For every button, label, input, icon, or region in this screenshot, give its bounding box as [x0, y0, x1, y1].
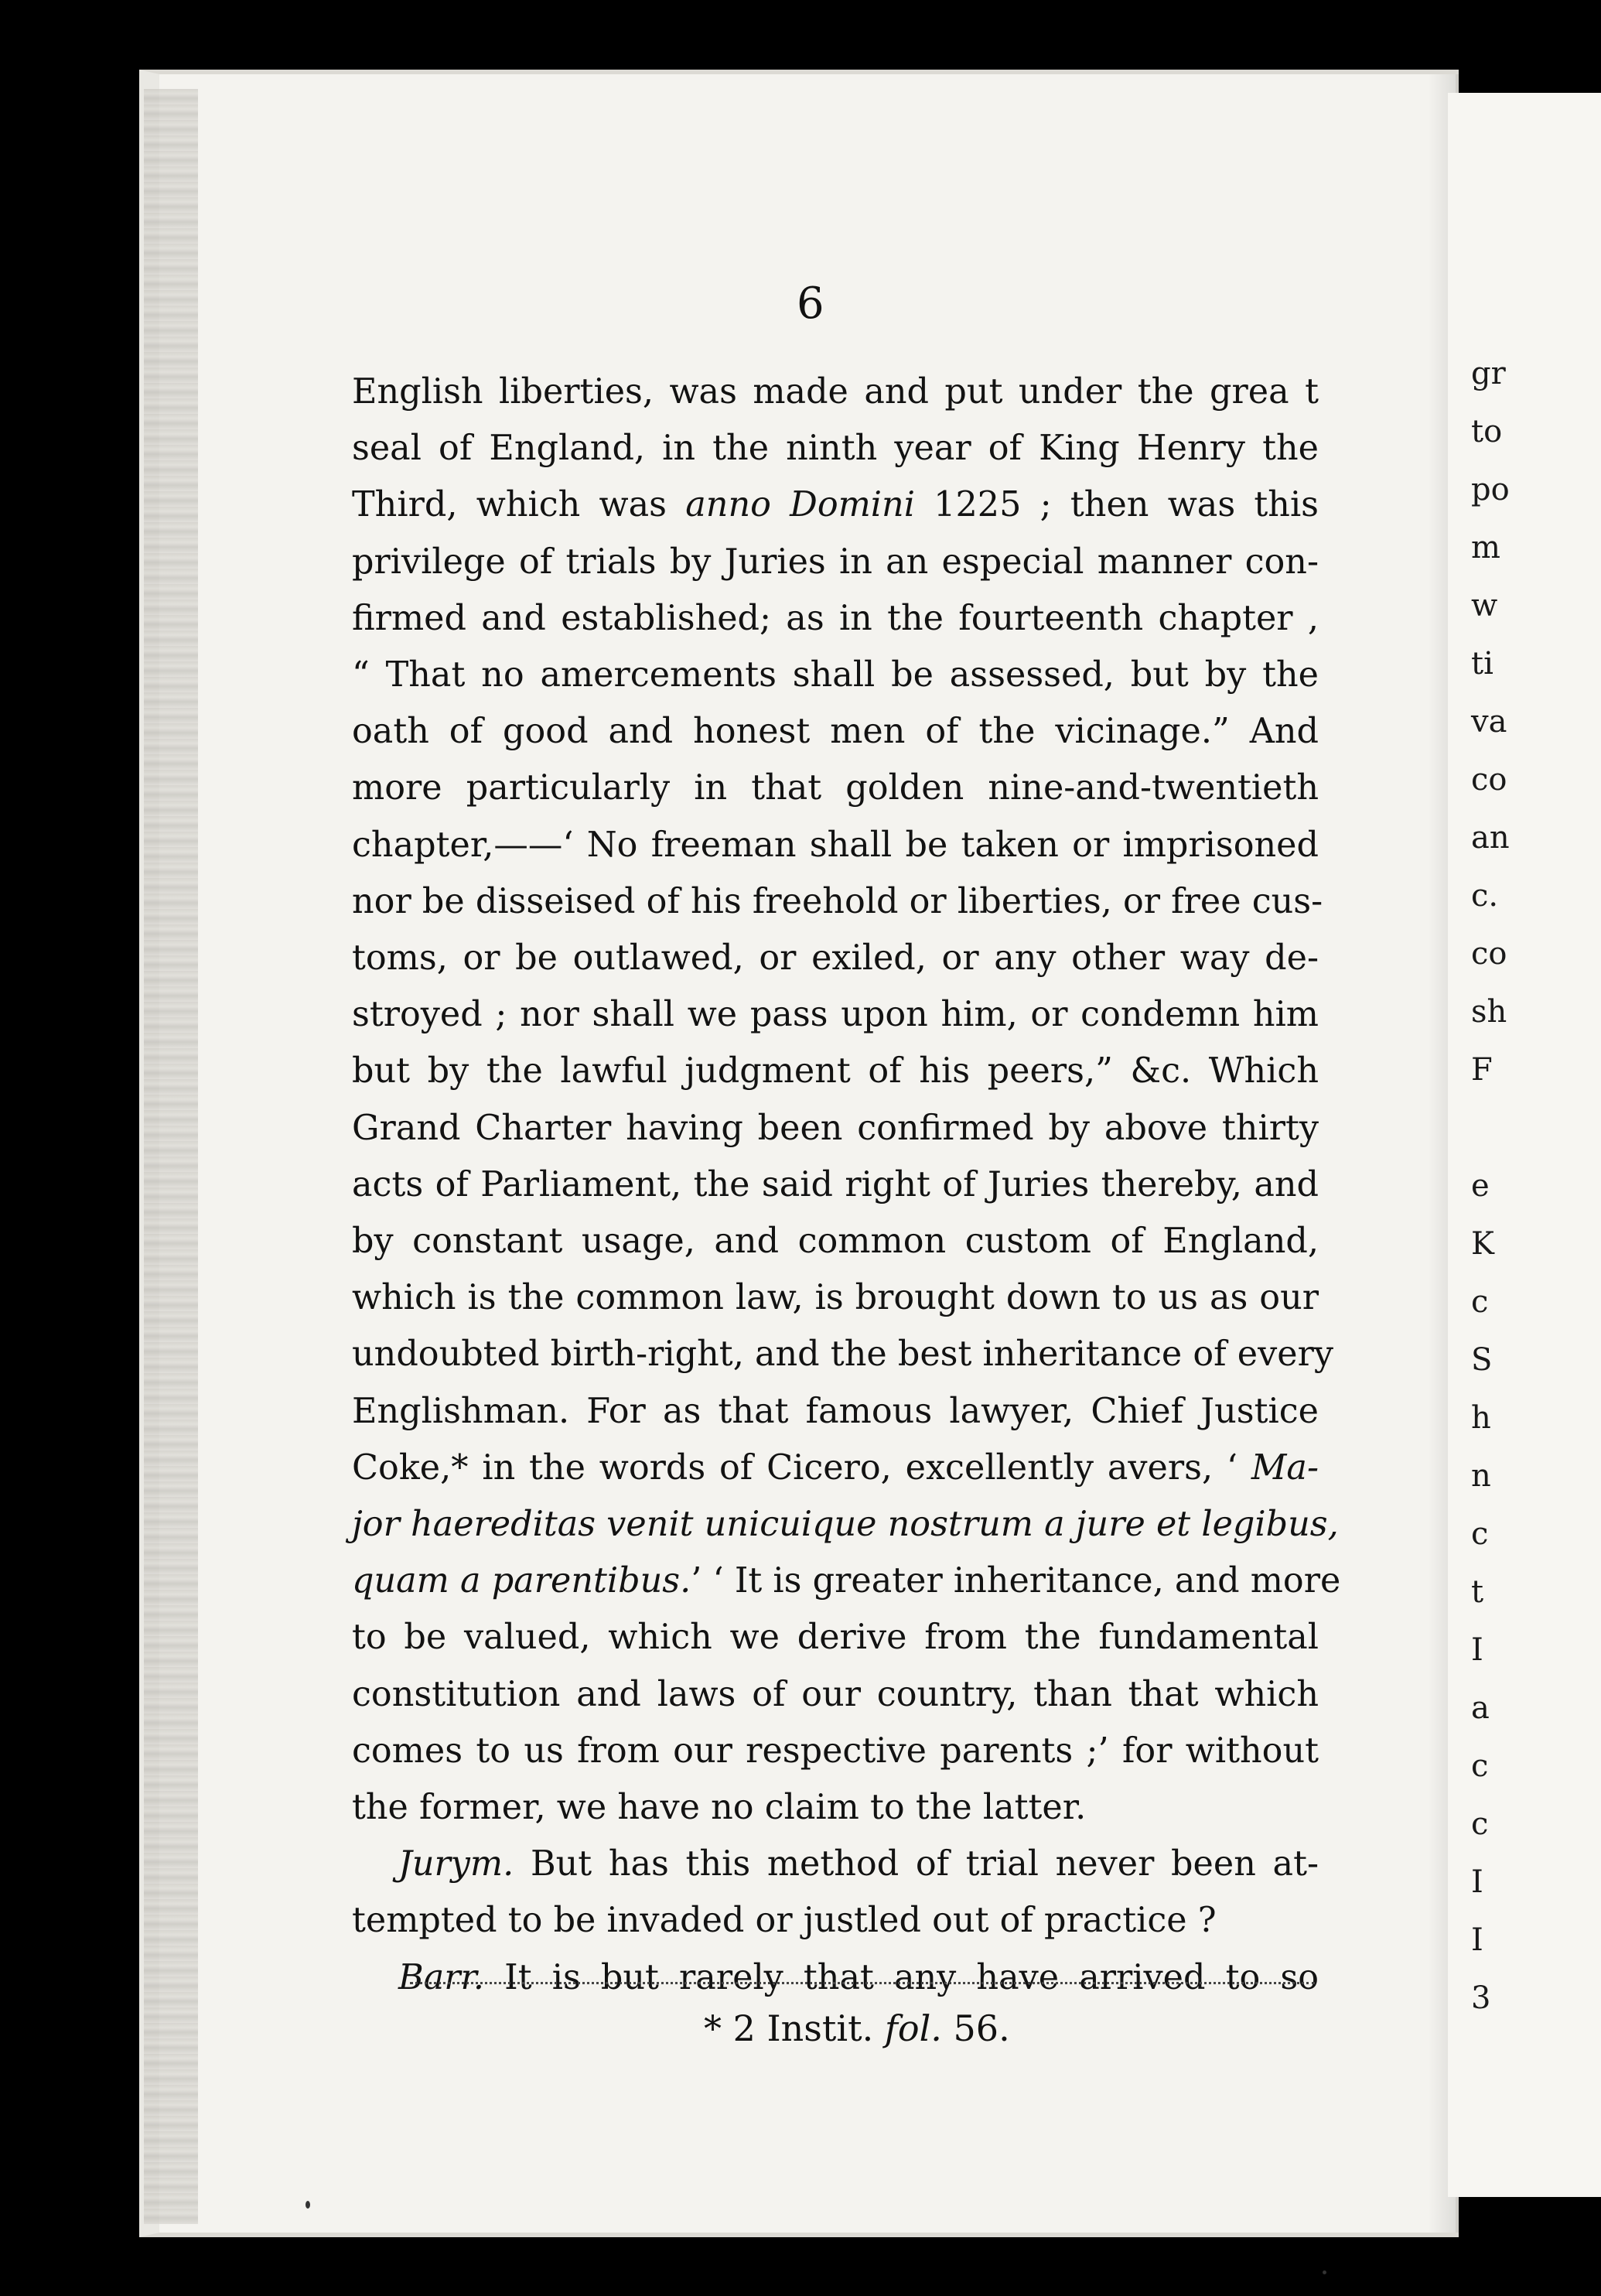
- text-line: [352, 647, 1319, 703]
- facing-page-fragment: t: [1471, 1574, 1484, 1610]
- text-run: firmed and established; as in the fourteenth chapter ,: [352, 598, 1319, 638]
- text-line: [352, 1213, 1319, 1269]
- italic-text-run: Barr.: [398, 1957, 485, 1997]
- facing-page-fragment: 3: [1471, 1980, 1491, 2016]
- text-run: constitution and laws of our country, than that which: [352, 1674, 1319, 1714]
- facing-page-fragment: gr: [1471, 356, 1506, 391]
- text-run: 1225 ; then was this: [914, 485, 1319, 525]
- facing-page-fragment: co: [1471, 762, 1507, 798]
- facing-page-fragment: K: [1471, 1226, 1494, 1262]
- facing-page-fragment: a: [1471, 1690, 1490, 1726]
- text-line: [352, 930, 1319, 986]
- text-run: acts of Parliament, the said right of Juries thereby, and: [352, 1164, 1319, 1204]
- footnote: [704, 2007, 1010, 2049]
- facing-page-fragment: an: [1471, 820, 1510, 856]
- text-line: [352, 1892, 1319, 1949]
- text-run: undoubted birth-right, and the best inheritance of every: [352, 1334, 1334, 1375]
- text-line: [352, 364, 1319, 420]
- text-line: [352, 1326, 1334, 1382]
- text-line: [352, 1553, 1341, 1609]
- text-line: [352, 760, 1319, 816]
- page-number: 6: [797, 278, 824, 329]
- text-run: which is the common law, is brought down to us as our: [352, 1278, 1319, 1318]
- text-run: “ That no amercements shall be assessed, but by the: [352, 655, 1319, 695]
- text-run: oath of good and honest men of the vicinage.” And: [352, 712, 1319, 752]
- facing-page-fragment: c: [1471, 1516, 1489, 1552]
- text-run: comes to us from our respective parents ;’ for without: [352, 1731, 1319, 1771]
- text-line: [352, 817, 1319, 873]
- text-line: [352, 420, 1319, 477]
- text-line: [352, 1043, 1319, 1099]
- facing-page-fragment: po: [1471, 472, 1510, 507]
- text-run: but by the lawful judgment of his peers,” &c. Which: [352, 1051, 1319, 1092]
- facing-page-fragment: co: [1471, 936, 1507, 972]
- text-line: [352, 1496, 1339, 1553]
- text-run: Grand Charter having been confirmed by above thirty: [352, 1108, 1319, 1148]
- facing-page-fragment: F: [1471, 1052, 1493, 1088]
- text-line: [352, 1440, 1319, 1496]
- text-run: privilege of trials by Juries in an especial manner con-: [352, 542, 1319, 582]
- text-line: [352, 1157, 1319, 1213]
- text-run: Englishman. For as that famous lawyer, Chief Justice: [352, 1391, 1319, 1431]
- text-run: to be valued, which we derive from the fundamental: [352, 1618, 1319, 1658]
- text-run: seal of England, in the ninth year of King Henry the: [352, 429, 1319, 469]
- text-line: [352, 1836, 1319, 1892]
- facing-page-fragment: c: [1471, 1284, 1489, 1320]
- text-line: [352, 590, 1319, 647]
- page-body-text: [352, 364, 1341, 2006]
- facing-page-fragment: to: [1471, 414, 1503, 449]
- facing-page-fragment: I: [1471, 1922, 1483, 1958]
- footnote-rest: 56.: [953, 2007, 1010, 2049]
- text-line: [352, 1100, 1319, 1157]
- facing-page-fragment: h: [1471, 1400, 1491, 1436]
- facing-page-fragment: e: [1471, 1168, 1490, 1204]
- text-run: English liberties, was made and put under the grea t: [352, 372, 1319, 412]
- facing-page-fragment: c.: [1471, 878, 1499, 914]
- facing-page-edge: [1448, 93, 1601, 2197]
- text-run: nor be disseised of his freehold or liberties, or free cus-: [352, 881, 1323, 921]
- text-run: by constant usage, and common custom of England,: [352, 1221, 1319, 1262]
- scan-speck: [1323, 2270, 1326, 2274]
- text-run: Coke,* in the words of Cicero, excellently avers, ‘: [352, 1447, 1251, 1488]
- text-line: [352, 1723, 1319, 1779]
- facing-page-fragment: sh: [1471, 994, 1507, 1030]
- text-run: It is but rarely that any have arrived to so: [484, 1957, 1319, 1997]
- text-line: [352, 873, 1323, 930]
- text-line: [352, 1779, 1319, 1836]
- facing-page-fragment: c: [1471, 1748, 1489, 1784]
- scan-speck: [306, 2201, 310, 2209]
- text-line: [352, 1949, 1319, 2006]
- text-line: [352, 534, 1319, 590]
- italic-text-run: Jurym.: [398, 1844, 514, 1884]
- facing-page-fragment: n: [1471, 1458, 1491, 1494]
- text-line: [352, 703, 1319, 760]
- footnote-marker: * 2 Instit.: [704, 2007, 874, 2049]
- facing-page-fragment: m: [1471, 530, 1500, 565]
- text-run: stroyed ; nor shall we pass upon him, or condemn him: [352, 995, 1319, 1035]
- text-run: tempted to be invaded or justled out of practice ?: [352, 1901, 1217, 1941]
- facing-page-fragment: c: [1471, 1806, 1489, 1842]
- italic-text-run: jor haereditas venit unicuique nostrum a jure et legibus,: [352, 1505, 1339, 1545]
- text-line: [352, 477, 1319, 533]
- facing-page-fragment: va: [1471, 704, 1507, 740]
- text-run: toms, or be outlawed, or exiled, or any other way de-: [352, 938, 1319, 979]
- footnote-rule: [410, 1982, 1315, 1984]
- footnote-italic: fol.: [884, 2007, 942, 2049]
- text-line: [352, 986, 1319, 1043]
- facing-page-fragment: I: [1471, 1632, 1483, 1668]
- text-run: more particularly in that golden nine-and-twentieth: [352, 768, 1319, 808]
- text-line: [352, 1666, 1319, 1723]
- text-line: [352, 1269, 1319, 1326]
- facing-page-fragment: w: [1471, 588, 1498, 624]
- text-line: [352, 1609, 1319, 1666]
- text-run: ’ ‘ It is greater inheritance, and more: [691, 1561, 1341, 1601]
- text-run: chapter,——‘ No freeman shall be taken or imprisoned: [352, 825, 1319, 865]
- text-run: the former, we have no claim to the latter.: [352, 1788, 1087, 1828]
- italic-text-run: Ma-: [1251, 1447, 1319, 1488]
- text-run: But has this method of trial never been at-: [514, 1844, 1319, 1884]
- italic-text-run: quam a parentibus.: [352, 1561, 691, 1601]
- facing-page-fragment: I: [1471, 1864, 1483, 1900]
- facing-page-fragment: ti: [1471, 646, 1493, 682]
- text-run: Third, which was: [352, 485, 686, 525]
- italic-text-run: anno Domini: [685, 485, 915, 525]
- text-line: [352, 1383, 1319, 1440]
- facing-page-fragment: S: [1471, 1342, 1493, 1378]
- page-edge-stack: [144, 89, 198, 2224]
